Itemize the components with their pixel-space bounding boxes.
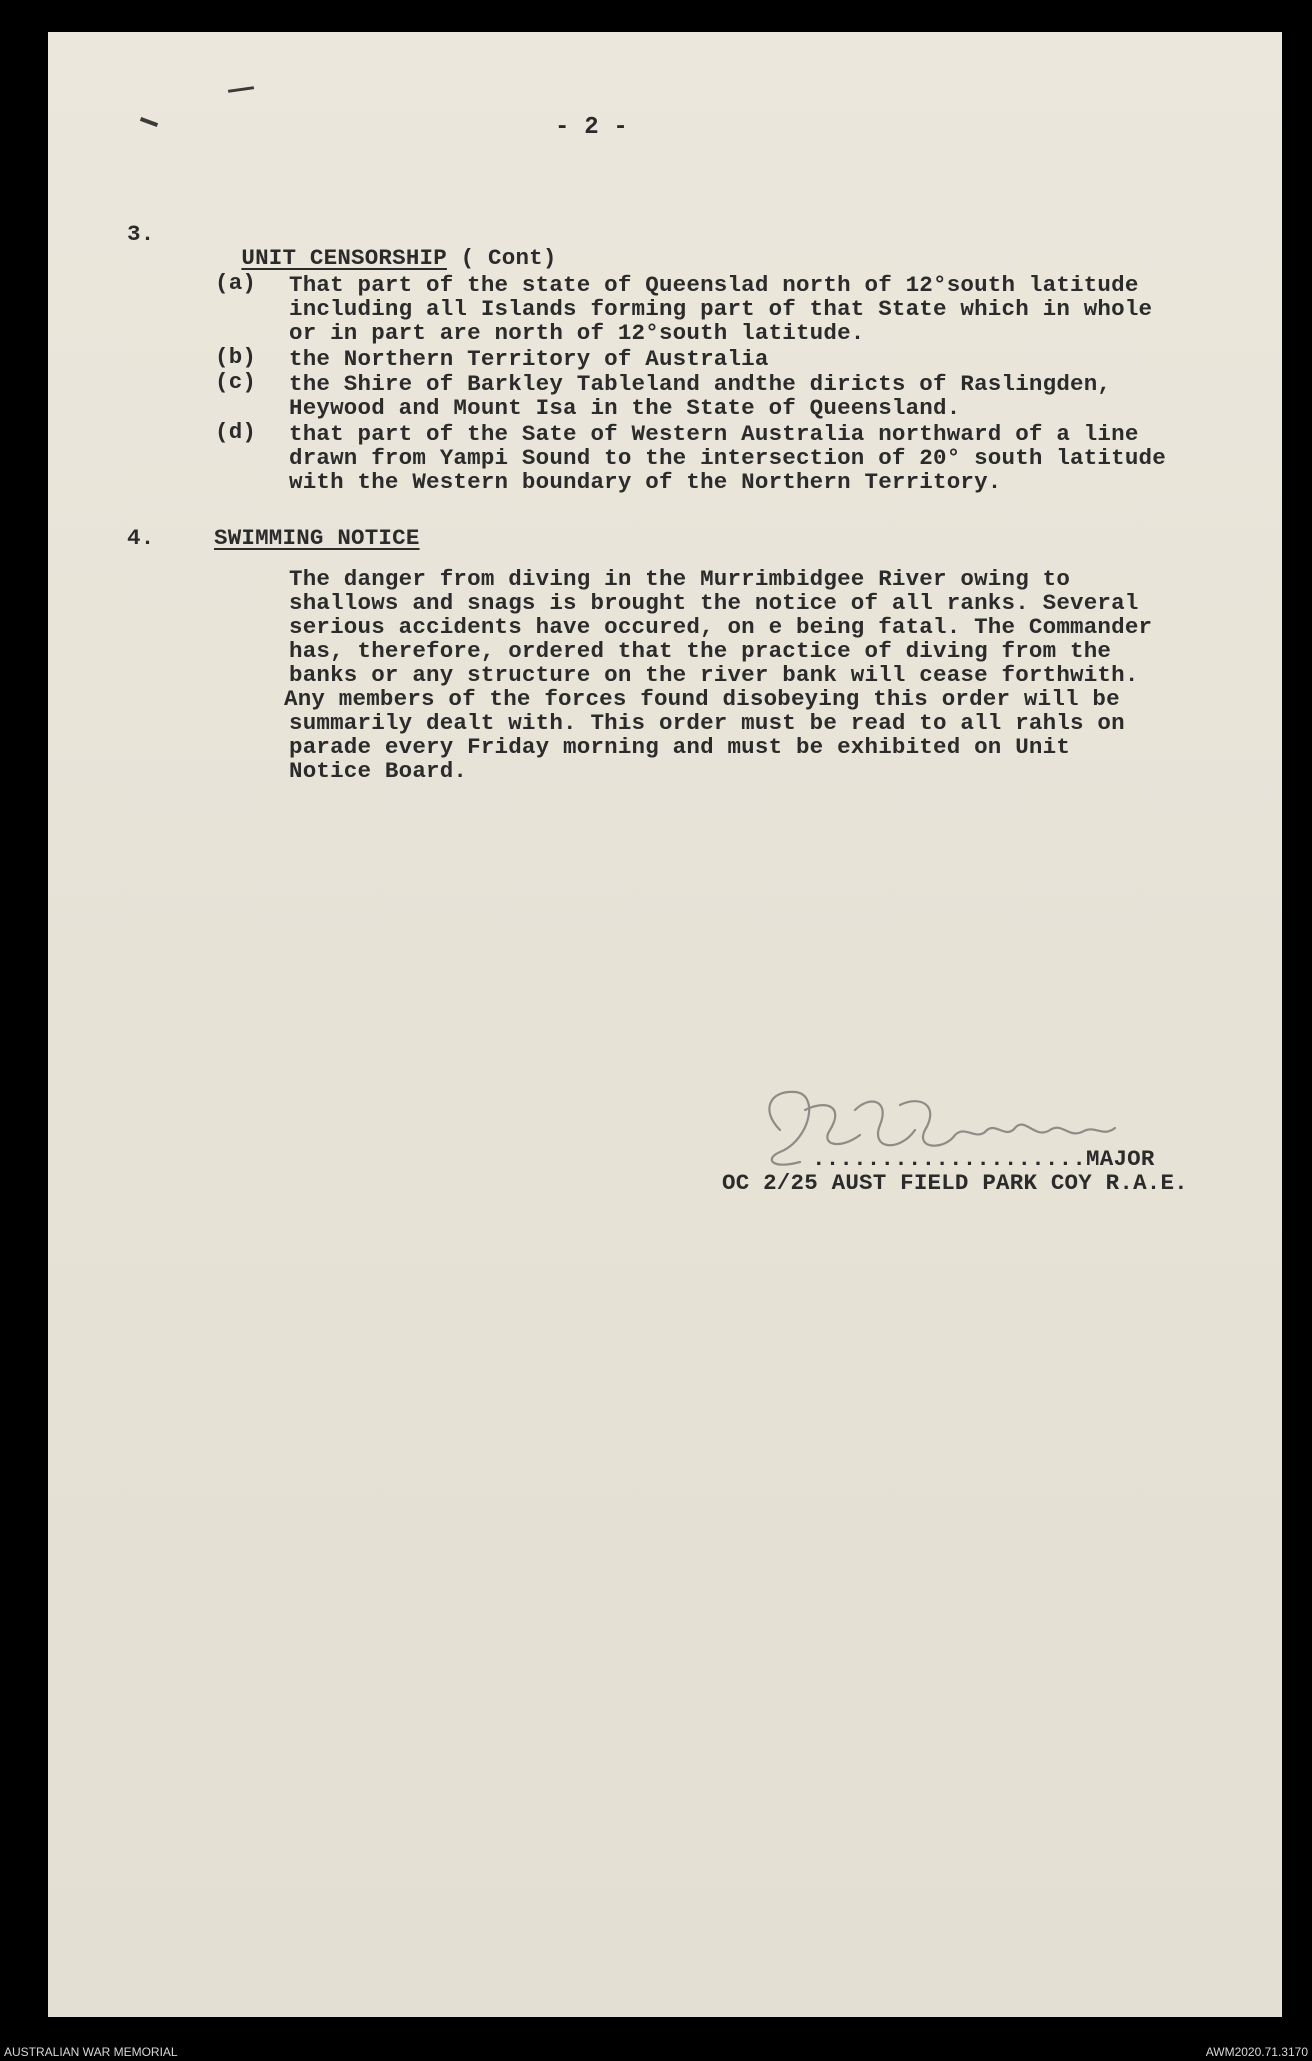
section-3-heading: UNIT CENSORSHIP (241, 245, 447, 271)
item-a-line: or in part are north of 12°south latitude. (289, 320, 865, 346)
item-b-line: the Northern Territory of Australia (289, 346, 769, 372)
signature-rank-line: ....................MAJOR (812, 1146, 1155, 1172)
item-a-letter: (a) (215, 270, 257, 296)
item-c-line: the Shire of Barkley Tableland andthe diricts of Raslingden, (289, 371, 1112, 397)
section-4-number: 4. (127, 525, 155, 551)
section-3-heading-row (214, 222, 557, 270)
notice-line: parade every Friday morning and must be exhibited on Unit (289, 734, 1071, 760)
item-c-letter: (c) (215, 369, 257, 395)
notice-line: banks or any structure on the river bank will cease forthwith. (289, 662, 1139, 688)
section-4-heading: SWIMMING NOTICE (214, 525, 420, 551)
item-a-line: including all Islands forming part of that State which in whole (289, 296, 1153, 322)
notice-line: summarily dealt with. This order must be read to all rahls on (289, 710, 1125, 736)
section-3-heading-suffix: ( Cont) (446, 245, 557, 271)
notice-line: shallows and snags is brought the notice of all ranks. Several (289, 590, 1139, 616)
footer-institution: AUSTRALIAN WAR MEMORIAL (4, 2045, 178, 2059)
item-d-line: drawn from Yampi Sound to the intersection of 20° south latitude (289, 445, 1166, 471)
notice-line: Notice Board. (289, 758, 468, 784)
item-d-line: with the Western boundary of the Northern Territory. (289, 469, 1002, 495)
item-c-line: Heywood and Mount Isa in the State of Queensland. (289, 395, 961, 421)
section-3-number: 3. (127, 221, 155, 247)
footer-reference: AWM2020.71.3170 (1205, 2045, 1308, 2059)
notice-line: has, therefore, ordered that the practice of diving from the (289, 638, 1112, 664)
signature-unit-line: OC 2/25 AUST FIELD PARK COY R.A.E. (722, 1170, 1188, 1196)
item-d-letter: (d) (215, 419, 257, 445)
item-d-line: that part of the Sate of Western Australia northward of a line (289, 421, 1139, 447)
notice-line: The danger from diving in the Murrimbidgee River owing to (289, 566, 1071, 592)
item-b-letter: (b) (215, 344, 257, 370)
item-a-line: That part of the state of Queenslad north of 12°south latitude (289, 272, 1139, 298)
notice-line: serious accidents have occured, on e being fatal. The Commander (289, 614, 1153, 640)
page-number: - 2 - (555, 114, 629, 141)
notice-line: Any members of the forces found disobeying this order will be (284, 686, 1120, 712)
